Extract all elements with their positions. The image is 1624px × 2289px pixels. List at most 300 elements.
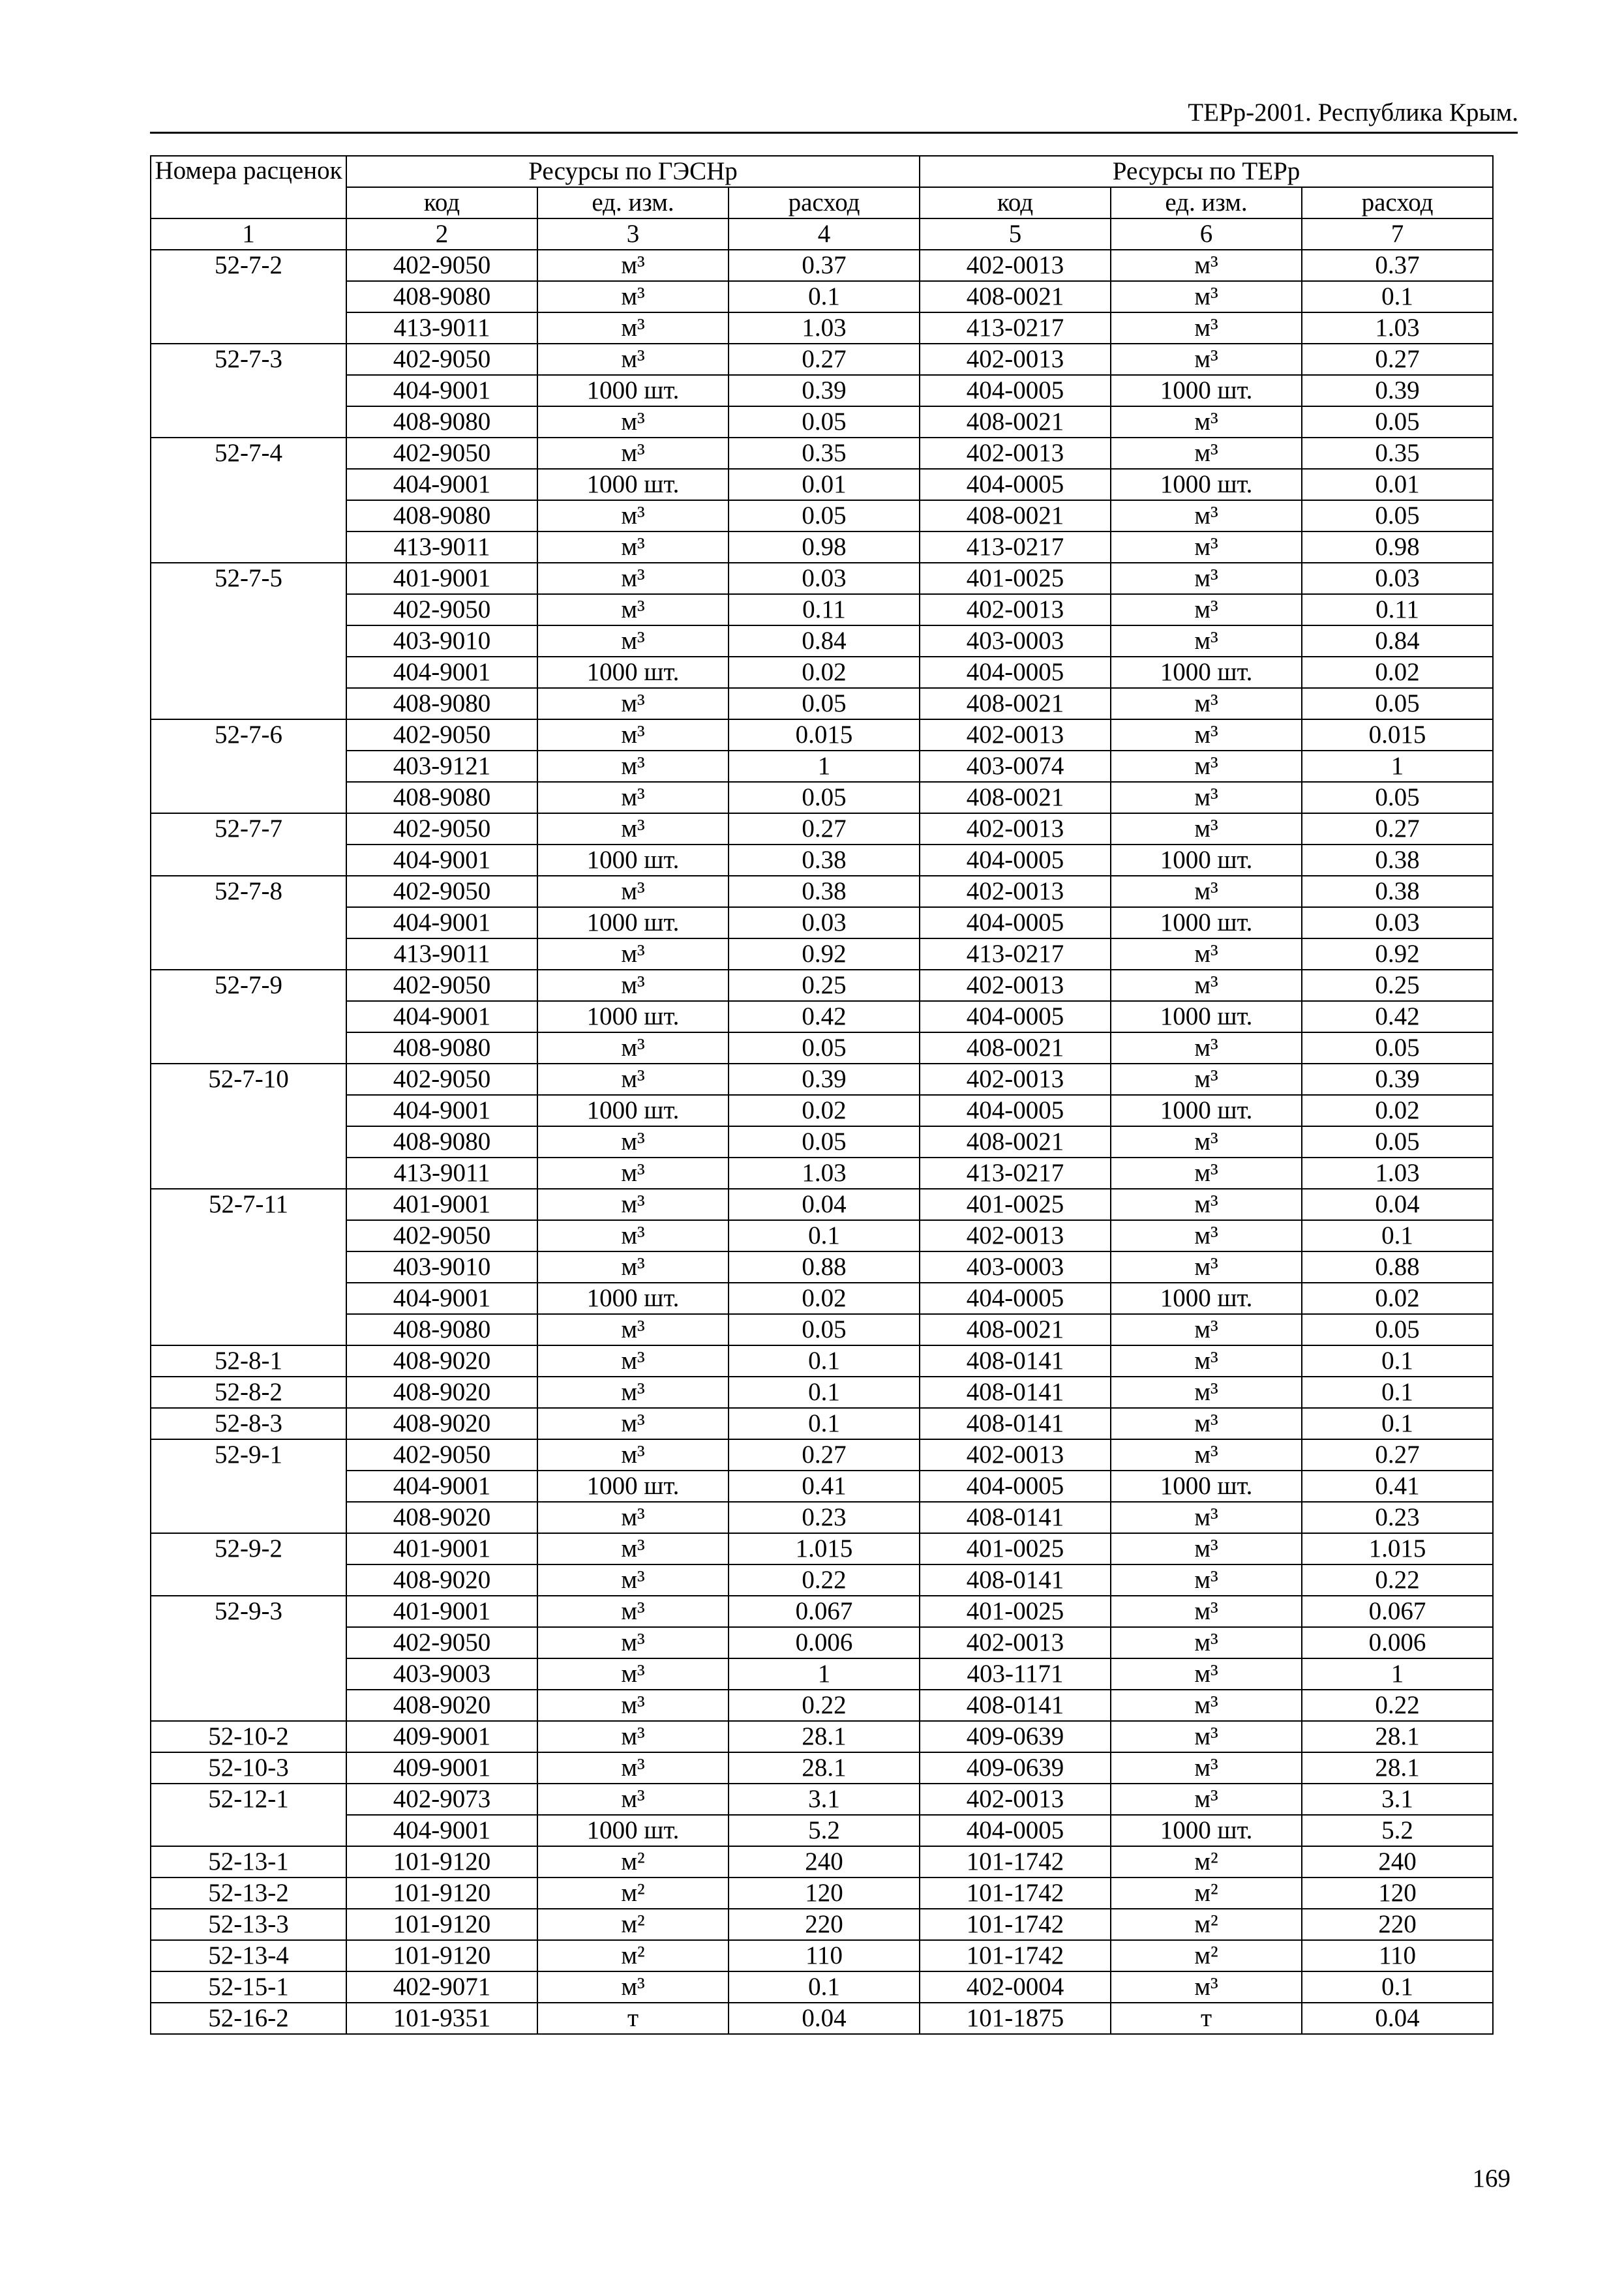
ter-unit-cell: м³ xyxy=(1111,782,1302,813)
ter-qty-cell: 0.92 xyxy=(1302,938,1493,970)
table-row xyxy=(151,406,1493,438)
gesn-qty-cell: 0.03 xyxy=(729,563,920,594)
ter-unit-cell: м³ xyxy=(1111,1126,1302,1158)
ter-unit-cell: м² xyxy=(1111,1846,1302,1878)
gesn-code-cell: 402-9050 xyxy=(346,594,537,625)
table-row xyxy=(151,1971,1493,2003)
ter-qty-cell: 0.25 xyxy=(1302,970,1493,1001)
gesn-unit-cell: 1000 шт. xyxy=(537,1815,729,1846)
table-row xyxy=(151,531,1493,563)
gesn-code-cell: 401-9001 xyxy=(346,1596,537,1627)
column-number: 3 xyxy=(537,218,729,250)
ter-code-cell: 408-0021 xyxy=(920,1032,1111,1064)
ter-unit-cell: 1000 шт. xyxy=(1111,1095,1302,1126)
gesn-unit-cell: 1000 шт. xyxy=(537,469,729,500)
rate-number-cell: 52-7-5 xyxy=(151,563,346,719)
gesn-qty-cell: 0.27 xyxy=(729,813,920,845)
header-rule xyxy=(150,132,1518,134)
ter-qty-cell: 0.05 xyxy=(1302,782,1493,813)
ter-qty-cell: 0.23 xyxy=(1302,1502,1493,1533)
ter-unit-cell: м³ xyxy=(1111,1627,1302,1658)
subheader-unit: ед. изм. xyxy=(1111,187,1302,218)
ter-unit-cell: м³ xyxy=(1111,1189,1302,1220)
gesn-code-cell: 409-9001 xyxy=(346,1752,537,1784)
ter-qty-cell: 0.02 xyxy=(1302,657,1493,688)
table-row xyxy=(151,1408,1493,1439)
ter-code-cell: 404-0005 xyxy=(920,1095,1111,1126)
ter-code-cell: 402-0013 xyxy=(920,1220,1111,1251)
ter-code-cell: 402-0013 xyxy=(920,1064,1111,1095)
ter-code-cell: 401-0025 xyxy=(920,1596,1111,1627)
ter-qty-cell: 0.1 xyxy=(1302,1220,1493,1251)
gesn-qty-cell: 120 xyxy=(729,1878,920,1909)
gesn-unit-cell: 1000 шт. xyxy=(537,657,729,688)
subheader-qty: расход xyxy=(1302,187,1493,218)
table-row xyxy=(151,625,1493,657)
gesn-unit-cell: м³ xyxy=(537,1377,729,1408)
gesn-code-cell: 401-9001 xyxy=(346,563,537,594)
rate-number-cell: 52-13-2 xyxy=(151,1878,346,1909)
gesn-code-cell: 413-9011 xyxy=(346,1158,537,1189)
gesn-code-cell: 413-9011 xyxy=(346,938,537,970)
gesn-unit-cell: м³ xyxy=(537,1721,729,1752)
ter-unit-cell: м³ xyxy=(1111,1251,1302,1283)
gesn-qty-cell: 0.05 xyxy=(729,1032,920,1064)
ter-qty-cell: 1.015 xyxy=(1302,1533,1493,1564)
gesn-unit-cell: м³ xyxy=(537,1220,729,1251)
table-row xyxy=(151,1439,1493,1471)
ter-qty-cell: 3.1 xyxy=(1302,1784,1493,1815)
gesn-qty-cell: 0.98 xyxy=(729,531,920,563)
ter-unit-cell: м³ xyxy=(1111,563,1302,594)
gesn-code-cell: 404-9001 xyxy=(346,1095,537,1126)
gesn-code-cell: 403-9010 xyxy=(346,1251,537,1283)
ter-unit-cell: м³ xyxy=(1111,1377,1302,1408)
table-row xyxy=(151,1721,1493,1752)
ter-code-cell: 413-0217 xyxy=(920,938,1111,970)
ter-unit-cell: м² xyxy=(1111,1878,1302,1909)
gesn-code-cell: 408-9080 xyxy=(346,500,537,531)
gesn-unit-cell: м³ xyxy=(537,250,729,281)
gesn-code-cell: 404-9001 xyxy=(346,907,537,938)
ter-qty-cell: 0.22 xyxy=(1302,1690,1493,1721)
ter-qty-cell: 0.03 xyxy=(1302,907,1493,938)
gesn-code-cell: 404-9001 xyxy=(346,1283,537,1314)
table-row xyxy=(151,751,1493,782)
gesn-qty-cell: 0.39 xyxy=(729,375,920,406)
table-row xyxy=(151,813,1493,845)
table-row xyxy=(151,312,1493,344)
page-header-title: ТЕРр-2001. Республика Крым. xyxy=(1188,98,1518,127)
gesn-unit-cell: м³ xyxy=(537,1784,729,1815)
gesn-code-cell: 402-9073 xyxy=(346,1784,537,1815)
ter-code-cell: 402-0013 xyxy=(920,1627,1111,1658)
ter-qty-cell: 0.05 xyxy=(1302,1126,1493,1158)
gesn-code-cell: 402-9050 xyxy=(346,1220,537,1251)
gesn-code-cell: 409-9001 xyxy=(346,1721,537,1752)
ter-unit-cell: м³ xyxy=(1111,938,1302,970)
gesn-qty-cell: 0.41 xyxy=(729,1471,920,1502)
gesn-qty-cell: 240 xyxy=(729,1846,920,1878)
ter-unit-cell: м³ xyxy=(1111,1502,1302,1533)
gesn-code-cell: 403-9003 xyxy=(346,1658,537,1690)
ter-unit-cell: м³ xyxy=(1111,876,1302,907)
ter-unit-cell: м³ xyxy=(1111,438,1302,469)
table-body xyxy=(151,250,1493,2034)
rate-number-cell: 52-13-4 xyxy=(151,1940,346,1971)
rate-number-cell: 52-7-6 xyxy=(151,719,346,813)
gesn-qty-cell: 0.84 xyxy=(729,625,920,657)
column-number: 6 xyxy=(1111,218,1302,250)
gesn-code-cell: 402-9050 xyxy=(346,970,537,1001)
ter-qty-cell: 0.05 xyxy=(1302,688,1493,719)
table-row xyxy=(151,1533,1493,1564)
table-row xyxy=(151,1001,1493,1032)
gesn-unit-cell: м³ xyxy=(537,406,729,438)
gesn-qty-cell: 1.03 xyxy=(729,312,920,344)
ter-unit-cell: м³ xyxy=(1111,344,1302,375)
gesn-qty-cell: 0.88 xyxy=(729,1251,920,1283)
gesn-qty-cell: 220 xyxy=(729,1909,920,1940)
gesn-code-cell: 402-9050 xyxy=(346,719,537,751)
ter-qty-cell: 0.015 xyxy=(1302,719,1493,751)
gesn-code-cell: 408-9080 xyxy=(346,1314,537,1345)
gesn-unit-cell: м³ xyxy=(537,751,729,782)
ter-unit-cell: м³ xyxy=(1111,281,1302,312)
gesn-unit-cell: м³ xyxy=(537,688,729,719)
ter-code-cell: 401-0025 xyxy=(920,1533,1111,1564)
ter-code-cell: 403-0003 xyxy=(920,1251,1111,1283)
gesn-unit-cell: м³ xyxy=(537,438,729,469)
ter-code-cell: 402-0013 xyxy=(920,438,1111,469)
table-row xyxy=(151,907,1493,938)
ter-qty-cell: 0.42 xyxy=(1302,1001,1493,1032)
ter-unit-cell: м³ xyxy=(1111,1314,1302,1345)
gesn-unit-cell: м³ xyxy=(537,1126,729,1158)
ter-code-cell: 408-0141 xyxy=(920,1502,1111,1533)
gesn-code-cell: 101-9120 xyxy=(346,1878,537,1909)
ter-unit-cell: м³ xyxy=(1111,1158,1302,1189)
gesn-unit-cell: м³ xyxy=(537,813,729,845)
rate-number-cell: 52-7-9 xyxy=(151,970,346,1064)
gesn-qty-cell: 0.05 xyxy=(729,1126,920,1158)
gesn-code-cell: 402-9050 xyxy=(346,438,537,469)
ter-code-cell: 404-0005 xyxy=(920,657,1111,688)
ter-qty-cell: 0.04 xyxy=(1302,2003,1493,2034)
ter-qty-cell: 110 xyxy=(1302,1940,1493,1971)
table-row xyxy=(151,938,1493,970)
gesn-qty-cell: 0.22 xyxy=(729,1690,920,1721)
column-number: 1 xyxy=(151,218,346,250)
rate-number-cell: 52-15-1 xyxy=(151,1971,346,2003)
ter-code-cell: 402-0013 xyxy=(920,876,1111,907)
table-row xyxy=(151,1095,1493,1126)
ter-unit-cell: м³ xyxy=(1111,1752,1302,1784)
column-number: 4 xyxy=(729,218,920,250)
ter-code-cell: 402-0013 xyxy=(920,719,1111,751)
gesn-unit-cell: м³ xyxy=(537,970,729,1001)
rate-number-cell: 52-7-11 xyxy=(151,1189,346,1345)
ter-qty-cell: 5.2 xyxy=(1302,1815,1493,1846)
table-row xyxy=(151,2003,1493,2034)
gesn-qty-cell: 0.1 xyxy=(729,1220,920,1251)
ter-code-cell: 408-0141 xyxy=(920,1377,1111,1408)
ter-code-cell: 403-0074 xyxy=(920,751,1111,782)
ter-code-cell: 402-0013 xyxy=(920,970,1111,1001)
gesn-code-cell: 402-9050 xyxy=(346,876,537,907)
ter-qty-cell: 0.38 xyxy=(1302,876,1493,907)
gesn-unit-cell: м³ xyxy=(537,1251,729,1283)
table-row xyxy=(151,281,1493,312)
ter-unit-cell: м³ xyxy=(1111,594,1302,625)
gesn-unit-cell: м³ xyxy=(537,312,729,344)
ter-code-cell: 402-0004 xyxy=(920,1971,1111,2003)
rate-number-cell: 52-13-1 xyxy=(151,1846,346,1878)
gesn-code-cell: 402-9050 xyxy=(346,1439,537,1471)
table-row xyxy=(151,1251,1493,1283)
gesn-qty-cell: 0.05 xyxy=(729,500,920,531)
gesn-qty-cell: 0.39 xyxy=(729,1064,920,1095)
ter-code-cell: 409-0639 xyxy=(920,1721,1111,1752)
ter-qty-cell: 0.98 xyxy=(1302,531,1493,563)
gesn-code-cell: 404-9001 xyxy=(346,845,537,876)
gesn-qty-cell: 1 xyxy=(729,1658,920,1690)
gesn-qty-cell: 0.04 xyxy=(729,1189,920,1220)
ter-unit-cell: 1000 шт. xyxy=(1111,1001,1302,1032)
gesn-code-cell: 403-9121 xyxy=(346,751,537,782)
table-row xyxy=(151,1502,1493,1533)
ter-code-cell: 409-0639 xyxy=(920,1752,1111,1784)
gesn-code-cell: 408-9020 xyxy=(346,1377,537,1408)
ter-code-cell: 408-0021 xyxy=(920,782,1111,813)
col-rate-numbers-header: Номера расценок xyxy=(151,156,346,218)
ter-unit-cell: 1000 шт. xyxy=(1111,469,1302,500)
table-row xyxy=(151,1940,1493,1971)
ter-code-cell: 408-0141 xyxy=(920,1690,1111,1721)
gesn-code-cell: 408-9080 xyxy=(346,688,537,719)
ter-code-cell: 101-1742 xyxy=(920,1940,1111,1971)
gesn-unit-cell: м³ xyxy=(537,1533,729,1564)
ter-unit-cell: м³ xyxy=(1111,813,1302,845)
ter-code-cell: 403-0003 xyxy=(920,625,1111,657)
resources-table xyxy=(150,155,1494,2035)
ter-code-cell: 408-0141 xyxy=(920,1345,1111,1377)
ter-code-cell: 408-0141 xyxy=(920,1408,1111,1439)
gesn-unit-cell: м³ xyxy=(537,1064,729,1095)
gesn-unit-cell: м³ xyxy=(537,344,729,375)
gesn-code-cell: 402-9050 xyxy=(346,250,537,281)
table-row xyxy=(151,1158,1493,1189)
gesn-qty-cell: 5.2 xyxy=(729,1815,920,1846)
rate-number-cell: 52-7-7 xyxy=(151,813,346,876)
ter-qty-cell: 0.05 xyxy=(1302,1032,1493,1064)
column-number: 5 xyxy=(920,218,1111,250)
gesn-unit-cell: м³ xyxy=(537,1032,729,1064)
ter-qty-cell: 120 xyxy=(1302,1878,1493,1909)
ter-unit-cell: м³ xyxy=(1111,312,1302,344)
gesn-qty-cell: 0.02 xyxy=(729,1095,920,1126)
gesn-qty-cell: 0.02 xyxy=(729,657,920,688)
ter-unit-cell: м³ xyxy=(1111,406,1302,438)
column-number: 7 xyxy=(1302,218,1493,250)
gesn-qty-cell: 3.1 xyxy=(729,1784,920,1815)
gesn-unit-cell: м³ xyxy=(537,1627,729,1658)
gesn-code-cell: 402-9050 xyxy=(346,344,537,375)
ter-code-cell: 404-0005 xyxy=(920,375,1111,406)
ter-qty-cell: 220 xyxy=(1302,1909,1493,1940)
ter-unit-cell: м³ xyxy=(1111,1658,1302,1690)
ter-code-cell: 401-0025 xyxy=(920,563,1111,594)
gesn-unit-cell: м³ xyxy=(537,500,729,531)
gesn-code-cell: 408-9020 xyxy=(346,1502,537,1533)
ter-unit-cell: м³ xyxy=(1111,1345,1302,1377)
ter-unit-cell: 1000 шт. xyxy=(1111,907,1302,938)
ter-unit-cell: 1000 шт. xyxy=(1111,1815,1302,1846)
ter-unit-cell: 1000 шт. xyxy=(1111,657,1302,688)
gesn-code-cell: 408-9080 xyxy=(346,281,537,312)
page-number: 169 xyxy=(1472,2164,1511,2192)
ter-unit-cell: т xyxy=(1111,2003,1302,2034)
ter-qty-cell: 0.11 xyxy=(1302,594,1493,625)
table-row xyxy=(151,375,1493,406)
table-row xyxy=(151,1471,1493,1502)
gesn-code-cell: 408-9080 xyxy=(346,1032,537,1064)
gesn-unit-cell: м³ xyxy=(537,1596,729,1627)
gesn-code-cell: 402-9071 xyxy=(346,1971,537,2003)
ter-code-cell: 413-0217 xyxy=(920,312,1111,344)
ter-code-cell: 404-0005 xyxy=(920,907,1111,938)
ter-unit-cell: 1000 шт. xyxy=(1111,1471,1302,1502)
gesn-code-cell: 401-9001 xyxy=(346,1533,537,1564)
subheader-code: код xyxy=(920,187,1111,218)
gesn-qty-cell: 1.015 xyxy=(729,1533,920,1564)
ter-code-cell: 404-0005 xyxy=(920,1815,1111,1846)
ter-unit-cell: м³ xyxy=(1111,1032,1302,1064)
ter-unit-cell: м² xyxy=(1111,1940,1302,1971)
gesn-qty-cell: 0.25 xyxy=(729,970,920,1001)
gesn-qty-cell: 1 xyxy=(729,751,920,782)
table-row xyxy=(151,1815,1493,1846)
rate-number-cell: 52-12-1 xyxy=(151,1784,346,1846)
table-row xyxy=(151,250,1493,281)
gesn-qty-cell: 0.03 xyxy=(729,907,920,938)
gesn-unit-cell: м³ xyxy=(537,1971,729,2003)
table-row xyxy=(151,1126,1493,1158)
ter-code-cell: 408-0021 xyxy=(920,281,1111,312)
ter-qty-cell: 0.41 xyxy=(1302,1471,1493,1502)
gesn-qty-cell: 0.37 xyxy=(729,250,920,281)
ter-qty-cell: 0.27 xyxy=(1302,344,1493,375)
ter-code-cell: 402-0013 xyxy=(920,250,1111,281)
ter-qty-cell: 0.1 xyxy=(1302,1345,1493,1377)
gesn-code-cell: 401-9001 xyxy=(346,1189,537,1220)
gesn-unit-cell: 1000 шт. xyxy=(537,845,729,876)
ter-qty-cell: 0.006 xyxy=(1302,1627,1493,1658)
ter-unit-cell: м³ xyxy=(1111,1971,1302,2003)
gesn-qty-cell: 28.1 xyxy=(729,1752,920,1784)
ter-qty-cell: 0.1 xyxy=(1302,1377,1493,1408)
gesn-code-cell: 101-9120 xyxy=(346,1940,537,1971)
table-row xyxy=(151,1032,1493,1064)
ter-code-cell: 402-0013 xyxy=(920,813,1111,845)
ter-code-cell: 403-1171 xyxy=(920,1658,1111,1690)
gesn-code-cell: 101-9351 xyxy=(346,2003,537,2034)
gesn-code-cell: 408-9080 xyxy=(346,1126,537,1158)
ter-unit-cell: м³ xyxy=(1111,625,1302,657)
gesn-unit-cell: 1000 шт. xyxy=(537,1095,729,1126)
ter-qty-cell: 0.05 xyxy=(1302,406,1493,438)
ter-qty-cell: 28.1 xyxy=(1302,1752,1493,1784)
ter-qty-cell: 1.03 xyxy=(1302,1158,1493,1189)
ter-unit-cell: м³ xyxy=(1111,1564,1302,1596)
gesn-code-cell: 404-9001 xyxy=(346,469,537,500)
gesn-qty-cell: 0.38 xyxy=(729,845,920,876)
gesn-qty-cell: 0.38 xyxy=(729,876,920,907)
gesn-code-cell: 402-9050 xyxy=(346,1627,537,1658)
gesn-code-cell: 404-9001 xyxy=(346,375,537,406)
ter-qty-cell: 0.02 xyxy=(1302,1283,1493,1314)
gesn-code-cell: 404-9001 xyxy=(346,657,537,688)
group-header-gesn: Ресурсы по ГЭСНр xyxy=(346,156,920,187)
gesn-qty-cell: 110 xyxy=(729,1940,920,1971)
rate-number-cell: 52-7-8 xyxy=(151,876,346,970)
ter-qty-cell: 0.1 xyxy=(1302,1971,1493,2003)
table-row xyxy=(151,500,1493,531)
rate-number-cell: 52-8-3 xyxy=(151,1408,346,1439)
subheader-qty: расход xyxy=(729,187,920,218)
ter-qty-cell: 0.1 xyxy=(1302,1408,1493,1439)
gesn-unit-cell: м³ xyxy=(537,782,729,813)
ter-code-cell: 402-0013 xyxy=(920,1784,1111,1815)
ter-qty-cell: 0.01 xyxy=(1302,469,1493,500)
rate-number-cell: 52-10-2 xyxy=(151,1721,346,1752)
gesn-qty-cell: 0.1 xyxy=(729,281,920,312)
rate-number-cell: 52-7-2 xyxy=(151,250,346,344)
ter-qty-cell: 0.03 xyxy=(1302,563,1493,594)
gesn-code-cell: 101-9120 xyxy=(346,1909,537,1940)
table-row xyxy=(151,563,1493,594)
gesn-unit-cell: 1000 шт. xyxy=(537,375,729,406)
ter-code-cell: 404-0005 xyxy=(920,469,1111,500)
ter-qty-cell: 28.1 xyxy=(1302,1721,1493,1752)
gesn-qty-cell: 0.27 xyxy=(729,344,920,375)
rate-number-cell: 52-7-10 xyxy=(151,1064,346,1189)
ter-code-cell: 101-1875 xyxy=(920,2003,1111,2034)
gesn-unit-cell: м³ xyxy=(537,594,729,625)
ter-code-cell: 413-0217 xyxy=(920,531,1111,563)
gesn-code-cell: 101-9120 xyxy=(346,1846,537,1878)
ter-qty-cell: 0.02 xyxy=(1302,1095,1493,1126)
rate-number-cell: 52-16-2 xyxy=(151,2003,346,2034)
gesn-unit-cell: м³ xyxy=(537,1408,729,1439)
ter-code-cell: 408-0021 xyxy=(920,406,1111,438)
gesn-unit-cell: м³ xyxy=(537,938,729,970)
ter-qty-cell: 0.88 xyxy=(1302,1251,1493,1283)
ter-qty-cell: 0.39 xyxy=(1302,375,1493,406)
gesn-qty-cell: 0.006 xyxy=(729,1627,920,1658)
ter-qty-cell: 1.03 xyxy=(1302,312,1493,344)
ter-code-cell: 408-0021 xyxy=(920,500,1111,531)
rate-number-cell: 52-8-1 xyxy=(151,1345,346,1377)
ter-unit-cell: м³ xyxy=(1111,1439,1302,1471)
gesn-qty-cell: 0.35 xyxy=(729,438,920,469)
ter-unit-cell: м³ xyxy=(1111,1533,1302,1564)
ter-code-cell: 408-0021 xyxy=(920,1314,1111,1345)
ter-code-cell: 404-0005 xyxy=(920,1001,1111,1032)
table-row xyxy=(151,1596,1493,1627)
table-row xyxy=(151,719,1493,751)
gesn-unit-cell: 1000 шт. xyxy=(537,907,729,938)
